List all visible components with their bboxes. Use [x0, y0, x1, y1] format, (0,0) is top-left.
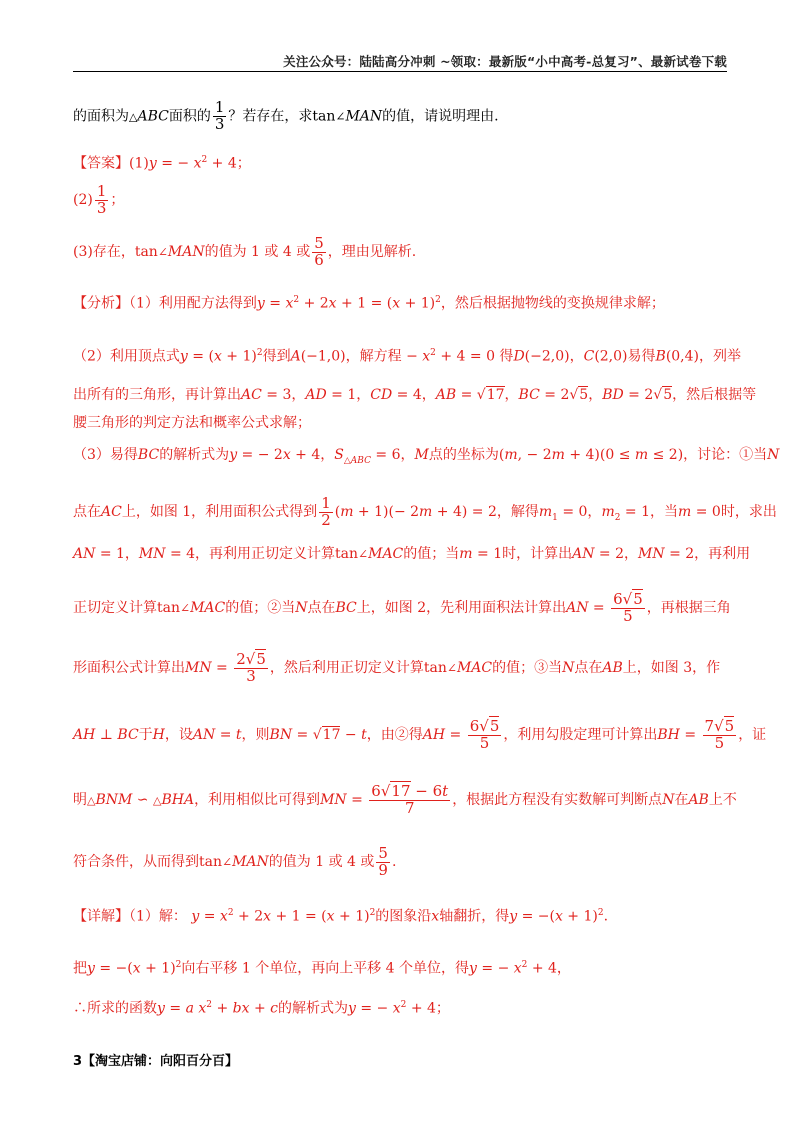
analysis-line-1: 【分析】（1）利用配方法得到$y = x^2 + 2x + 1 = (x + 1)^2$，然后根据抛物线的变换规律求解； [73, 295, 665, 312]
answer-line-3: (3)存在，tan∠MAN的值为 1 或 4 或 $\frac{5}{6}$ ，理由见解析. [73, 233, 417, 269]
page-footer: 3【淘宝店铺：向阳百分百】 [73, 1054, 239, 1069]
question-continuation: 的面积为△ABC面积的 $\frac{1}{3}$ ？若存在，求tan∠MAN的值，请说明理由. [73, 98, 499, 133]
solution-line-3: ∴所求的函数y = a $x^2$ + bx + c的解析式为y = − $x^2 + 4$； [73, 1000, 450, 1017]
answer-line-2: (2) $\frac{1}{3}$ ； [73, 181, 125, 217]
analysis-line-8: 正切定义计算tan∠MAC的值；②当N点在BC上，如图 2，先利用面积法计算出AN = $\frac{6√5}{5}$ ，再根据三角 [73, 589, 731, 625]
answer-line-1: 【答案】(1)y = − $x^2 + 4$； [73, 155, 251, 172]
analysis-line-3: 出所有的三角形，再计算出AC = 3，AD = 1，CD = 4，AB = √17，BC = 2√5，BD = 2√5，然后根据等 [73, 387, 757, 403]
analysis-line-4: 腰三角形的判定方法和概率公式求解； [73, 415, 311, 431]
analysis-line-12: 符合条件，从而得到tan∠MAN的值为 1 或 4 或 $\frac{5}{9}$ . [73, 843, 397, 879]
analysis-line-2: （2）利用顶点式$y = (x + 1)^2$得到A(−1,0)，解方程 − $x^2 + 4 = 0$ 得D(−2,0)，C(2,0)易得B(0,4)，列举 [73, 348, 742, 365]
analysis-line-6: 点在AC上，如图 1，利用面积公式得到 $\frac{1}{2}$ (m + 1)(− 2m + 4) = 2，解得$m_1 = 0$，$m_2 = 1$，当m = 0时，求出 [73, 493, 777, 529]
analysis-line-7: AN = 1，MN = 4，再利用正切定义计算tan∠MAC的值；当m = 1时，计算出AN = 2，MN = 2，再利用 [73, 546, 751, 562]
solution-line-1: 【详解】（1）解： $y = x^2 + 2x + 1 = (x + 1)^2$的图象沿x轴翻折，得$y = -(x + 1)^2$. [73, 908, 609, 925]
header-divider [73, 71, 727, 72]
solution-line-2: 把$y = -(x + 1)^2$向右平移 1 个单位，再向上平移 4 个单位，得y = − $x^2 + 4$， [73, 960, 571, 977]
analysis-line-11: 明△BNM ∽ △BHA，利用相似比可得到MN = $\frac{6√17 - 6t}{7}$ ，根据此方程没有实数解可判断点N在AB上不 [73, 781, 737, 817]
analysis-line-5: （3）易得BC的解析式为y = − 2x + 4，$S_{\triangle ABC} = 6$，M点的坐标为(m, − 2m + 4)(0 ≤ m ≤ 2)，讨论：①当N [73, 447, 780, 466]
analysis-line-10: AH ⊥ BC于H，设AN = t，则BN = √17 − t，由②得AH = $\frac{6√5}{5}$ ，利用勾股定理可计算出BH = $\frac{7√5}{5}$ ，证 [73, 716, 767, 752]
page-header: 关注公众号：陆陆高分冲刺 ~领取：最新版“小中高考-总复习”、最新试卷下载 [283, 54, 727, 69]
analysis-line-9: 形面积公式计算出MN = $\frac{2√5}{3}$ ，然后利用正切定义计算tan∠MAC的值；③当N点在AB上，如图 3，作 [73, 649, 721, 685]
